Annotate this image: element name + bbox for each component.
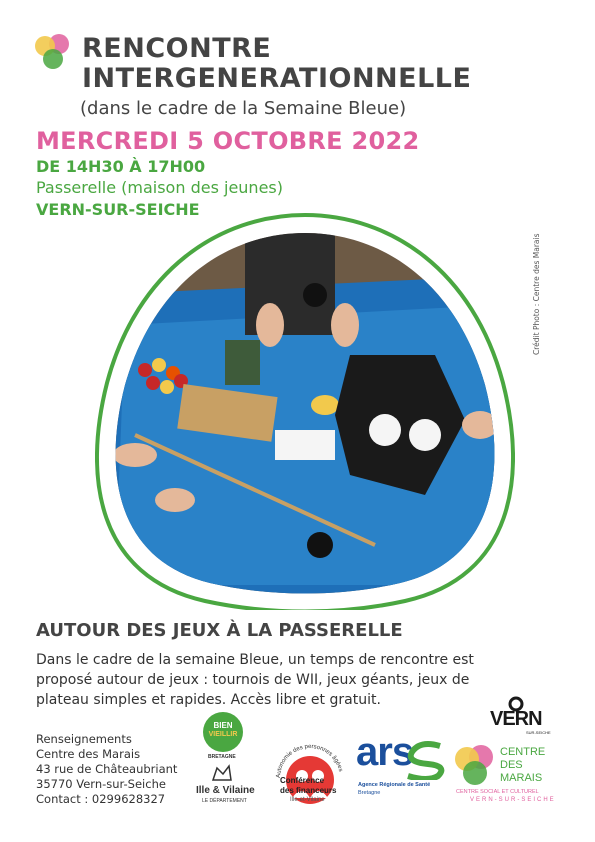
centre-des-marais-logo-icon	[452, 742, 498, 788]
centre-sub1: CENTRE SOCIAL ET CULTUREL	[456, 789, 539, 795]
event-city: VERN-SUR-SEICHE	[36, 200, 200, 219]
contact-street: 43 rue de Châteaubriant	[36, 762, 178, 776]
ille-vilaine-icon	[209, 764, 235, 784]
event-place: Passerelle (maison des jeunes)	[36, 178, 283, 197]
contact-phone: Contact : 0299628327	[36, 792, 166, 806]
centre-des-marais-logo-blob	[32, 32, 74, 72]
centre-line1: CENTRE	[500, 746, 546, 758]
bien-vieillir-region: BRETAGNE	[208, 754, 236, 760]
bien-vieillir-line1: BIEN	[213, 721, 233, 730]
event-date: MERCREDI 5 OCTOBRE 2022	[36, 127, 420, 155]
conference-line2: des financeurs	[280, 786, 337, 795]
vern-sub: SUR-SEICHE	[526, 730, 551, 735]
ille-vilaine-sub: LE DÉPARTEMENT	[202, 798, 247, 804]
contact-heading: Renseignements	[36, 732, 132, 746]
photo-credit: Crédit Photo : Centre des Marais	[532, 233, 541, 355]
bien-vieillir-line2: VIEILLIR	[208, 731, 238, 738]
conference-line3: Ille-et-Vilaine	[290, 797, 325, 803]
centre-line3: MARAIS	[500, 772, 543, 784]
ars-logo: ars	[356, 730, 414, 774]
section-title: AUTOUR DES JEUX À LA PASSERELLE	[36, 620, 403, 641]
centre-sub2: VERN-SUR-SEICHE	[470, 797, 556, 803]
subtitle: (dans le cadre de la Semaine Bleue)	[80, 98, 407, 119]
ars-sub1: Agence Régionale de Santé	[358, 782, 431, 788]
pool-table-photo	[95, 205, 515, 610]
ille-vilaine-label: Ille & Vilaine	[196, 785, 255, 796]
centre-line2: DES	[500, 759, 523, 771]
bien-vieillir-logo	[203, 712, 243, 752]
contact-block	[36, 732, 177, 807]
ars-swoosh-icon	[400, 740, 450, 780]
ars-sub2: Bretagne	[358, 790, 381, 796]
event-hours: DE 14H30 À 17H00	[36, 157, 206, 176]
contact-org: Centre des Marais	[36, 747, 141, 761]
conference-line1: Conférence	[280, 776, 325, 785]
vern-logo: VERN	[490, 708, 542, 730]
title-line-2: INTERGENERATIONNELLE	[82, 63, 472, 94]
contact-postcode-city: 35770 Vern-sur-Seiche	[36, 777, 166, 791]
event-description: Dans le cadre de la semaine Bleue, un temps de rencontre est proposé autour de jeux : tournois de WII, jeux géants, jeux de plateau simples et rapides. Accès libre et gratuit.	[36, 652, 474, 708]
conference-arc-text: Autonomie des personnes âgées	[275, 743, 344, 779]
title-line-1: RENCONTRE	[82, 33, 272, 64]
